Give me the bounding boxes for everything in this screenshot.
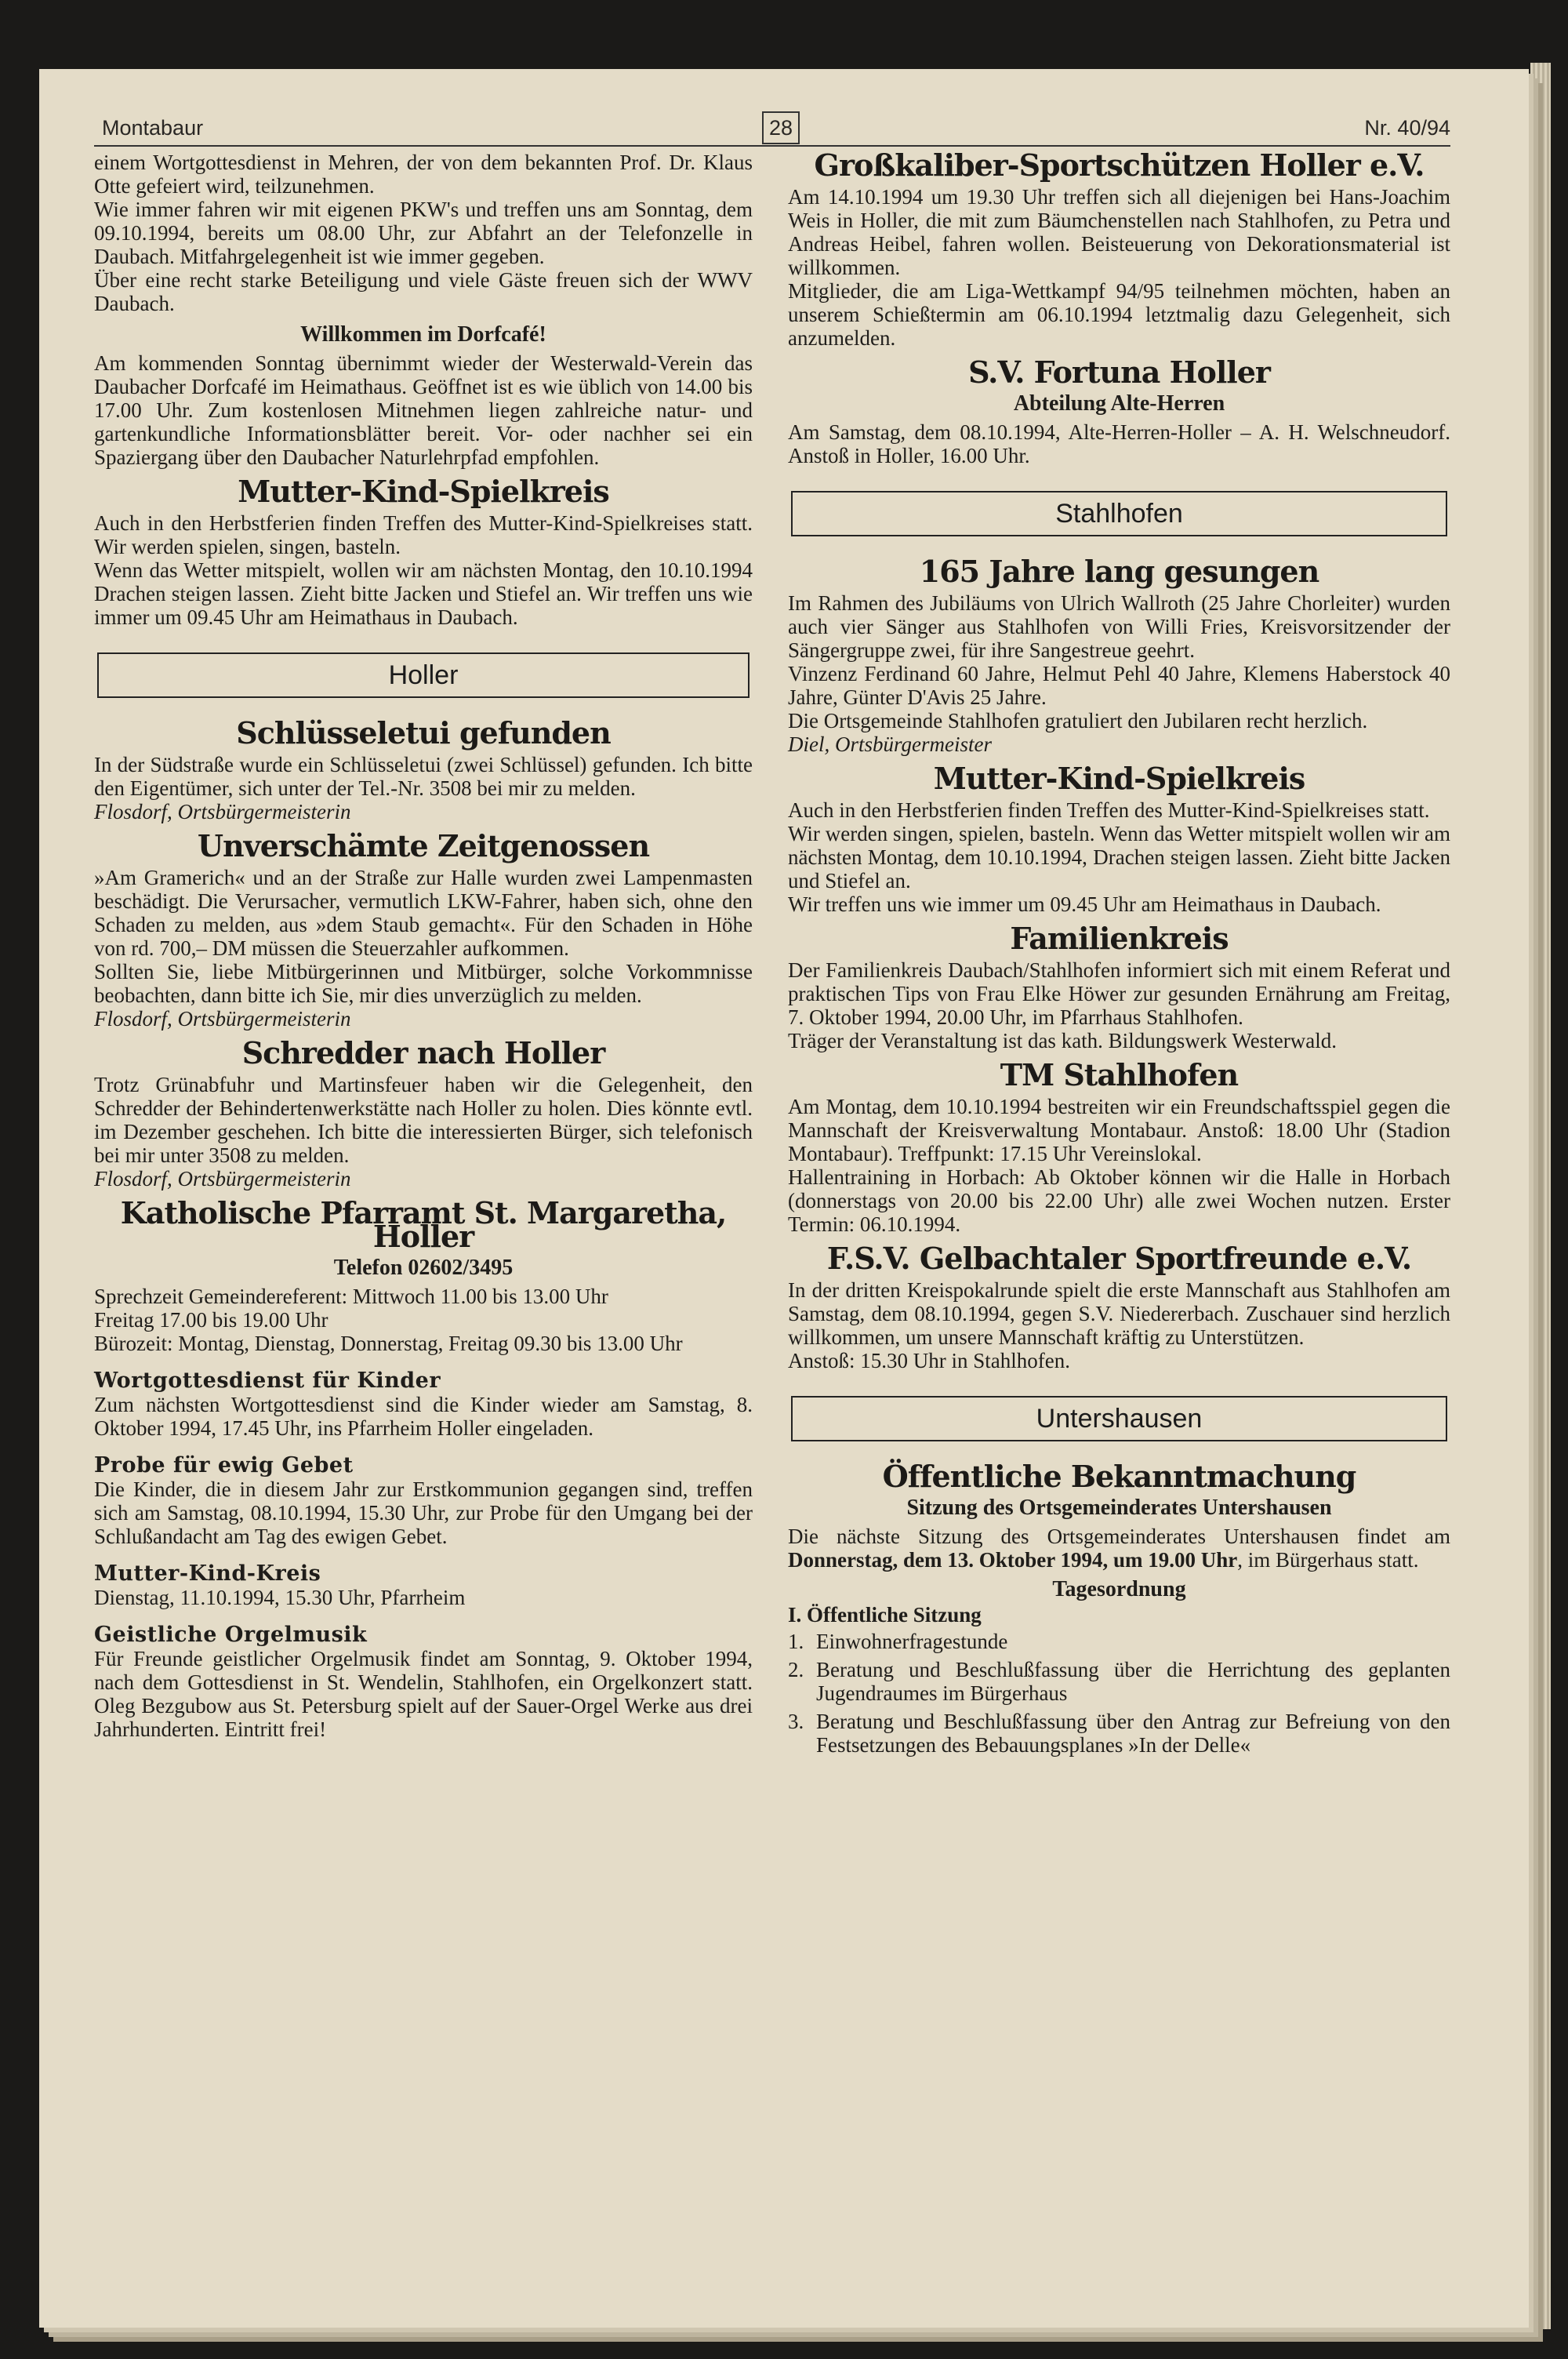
wort-text: Zum nächsten Wortgottesdienst sind die Kinder wieder am Samstag, 8. Oktober 1994, 17.45 Uhr, ins Pfarrheim Holler eingeladen. — [94, 1393, 753, 1440]
bek-text-c: , im Bürgerhaus statt. — [1237, 1548, 1419, 1572]
sitzung-label: I. Öffentliche Sitzung — [788, 1603, 982, 1627]
signature-3: Flosdorf, Ortsbürgermeisterin — [94, 1167, 351, 1190]
orgel-heading: Geistliche Orgelmusik — [94, 1623, 368, 1647]
tagesordnung-heading: Tagesordnung — [1052, 1577, 1186, 1601]
agenda-list — [788, 1630, 1450, 1757]
fortuna-text: Am Samstag, dem 08.10.1994, Alte-Herren-Holler – A. H. Welschneudorf. Anstoß in Holler, 16.00 Uhr. — [788, 420, 1450, 467]
intro-para-3: Über eine recht starke Beteiligung und viele Gäste freuen sich der WWV Daubach. — [94, 268, 753, 315]
fam-text-2: Träger der Veranstaltung ist das kath. Bildungswerk Westerwald. — [788, 1029, 1337, 1052]
page-header — [102, 111, 1450, 149]
probe-heading: Probe für ewig Gebet — [94, 1453, 354, 1478]
mks2-text-2: Wir werden singen, spielen, basteln. Wenn das Wetter mitspielt wollen wir am nächsten Montag, dem 10.10.1994, Drachen steigen lassen. Zieht bitte Jacken und Stiefel an. — [788, 822, 1450, 892]
fam-heading: Familienkreis — [1010, 921, 1229, 956]
section-box-holler: Holler — [97, 652, 750, 698]
schredder-text: Trotz Grünabfuhr und Martinsfeuer haben wir die Gelegenheit, den Schredder der Behindertenwerkstätte nach Holler zu holen. Dies könnte evtl. im Dezember geschehen. Ich bitte die interessierten Bürger, sich telefonisch bei mir unter 3508 zu melden. — [94, 1073, 753, 1167]
header-town: Montabaur — [102, 116, 204, 140]
bek-date: Donnerstag, dem 13. Oktober 1994, um 19.00 Uhr — [788, 1548, 1238, 1572]
wort-heading: Wortgottesdienst für Kinder — [94, 1369, 441, 1393]
kath-text-2: Freitag 17.00 bis 19.00 Uhr — [94, 1308, 328, 1332]
unver-text-1: »Am Gramerich« und an der Straße zur Halle wurden zwei Lampenmasten beschädigt. Die Verursacher, vermutlich LKW-Fahrer, haben sich, ohne den Schaden zu melden, aus »dem Staub gemacht«. Für den Schaden in Höhe von rd. 700,– DM müssen die Steuerzahler aufkommen. — [94, 866, 753, 960]
page-stack-edge — [1530, 63, 1551, 2329]
right-column — [788, 147, 1450, 1761]
bek-subheading: Sitzung des Ortsgemeinderates Untershausen — [906, 1496, 1332, 1520]
mks2-heading: Mutter-Kind-Spielkreis — [933, 761, 1305, 796]
mks-text-2: Wenn das Wetter mitspielt, wollen wir am nächsten Montag, den 10.10.1994 Drachen steigen lassen. Zieht bitte Jacken und Stiefel an. Wir treffen uns wie immer um 09.45 Uhr am Heimathaus in Daubach. — [94, 558, 753, 629]
agenda-item: 2. Beratung und Beschlußfassung über die Herrichtung des geplanten Jugendraumes im Bürgerhaus — [788, 1658, 1450, 1705]
bek-text-a: Die nächste Sitzung des Ortsgemeinderates Untershausen findet am — [788, 1525, 1450, 1548]
gross-text-2: Mitglieder, die am Liga-Wettkampf 94/95 teilnehmen möchten, haben an unserem Schießtermin am 06.10.1994 letztmalig dazu Gelegenheit, sich anzumelden. — [788, 279, 1450, 350]
gross-text-1: Am 14.10.1994 um 19.30 Uhr treffen sich all diejenigen bei Hans-Joachim Weis in Holler, die mit zum Bäumchenstellen nach Stahlhofen, zu Petra und Andreas Heibel, fahren wollen. Beisteuerung von Dekorationsmaterial ist willkommen. — [788, 185, 1450, 279]
header-rule — [94, 145, 1450, 147]
intro-para-1: einem Wortgottesdienst in Mehren, der von dem bekannten Prof. Dr. Klaus Otte gefeiert wird, teilzunehmen. — [94, 151, 753, 198]
kath-text-1: Sprechzeit Gemeindereferent: Mittwoch 11.00 bis 13.00 Uhr — [94, 1285, 608, 1308]
tm-heading: TM Stahlhofen — [1000, 1057, 1239, 1092]
dorfcafe-text: Am kommenden Sonntag übernimmt wieder der Westerwald-Verein das Daubacher Dorfcafé im Heimathaus. Geöffnet ist es wie üblich von 14.00 bis 17.00 Uhr. Zum kostenlosen Mitnehmen liegen zahlreiche natur- und gartenkundliche Informationsblätter bereit. Vor- oder nachher sei ein Spaziergang über den Daubacher Naturlehrpfad empfohlen. — [94, 351, 753, 469]
fsv-heading: F.S.V. Gelbachtaler Sportfreunde e.V. — [826, 1241, 1412, 1276]
section-box-stahlhofen: Stahlhofen — [791, 491, 1447, 536]
signature-diel: Diel, Ortsbürgermeister — [788, 732, 992, 756]
tm-text-1: Am Montag, dem 10.10.1994 bestreiten wir ein Freundschaftsspiel gegen die Mannschaft der Kreisverwaltung Montabaur. Anstoß: 18.00 Uhr (Stadion Montabaur). Treffpunkt: 17.15 Uhr Vereinslokal. — [788, 1095, 1450, 1165]
fortuna-subheading: Abteilung Alte-Herren — [1013, 391, 1225, 416]
signature-1: Flosdorf, Ortsbürgermeisterin — [94, 800, 351, 823]
jahre-heading: 165 Jahre lang gesungen — [919, 554, 1319, 589]
kath-phone: Telefon 02602/3495 — [333, 1256, 514, 1280]
page-number: 28 — [762, 111, 800, 144]
unver-text-2: Sollten Sie, liebe Mitbürgerinnen und Mitbürger, solche Vorkommnisse beobachten, dann bitte ich Sie, mir dies unverzüglich zu melden. — [94, 960, 753, 1007]
agenda-item: 3. Beratung und Beschlußfassung über den Antrag zur Befreiung von den Festsetzungen des Bebauungsplanes »In der Delle« — [788, 1710, 1450, 1757]
signature-2: Flosdorf, Ortsbürgermeisterin — [94, 1007, 351, 1030]
gross-heading: Großkaliber-Sportschützen Holler e.V. — [814, 147, 1425, 183]
intro-para-2: Wie immer fahren wir mit eigenen PKW's und treffen uns am Sonntag, dem 09.10.1994, bereits um 08.00 Uhr, zur Abfahrt an der Telefonzelle in Daubach. Mitfahrgelegenheit ist wie immer gegeben. — [94, 198, 753, 268]
tm-text-2: Hallentraining in Horbach: Ab Oktober können wir die Halle in Horbach (donnerstags von 20.00 bis 22.00 Uhr) alle zwei Wochen nutzen. Erster Termin: 06.10.1994. — [788, 1165, 1450, 1236]
mks-heading: Mutter-Kind-Spielkreis — [238, 474, 609, 509]
schluessel-heading: Schlüsseletui gefunden — [236, 715, 611, 751]
left-column — [94, 151, 753, 1741]
kath-text-3: Bürozeit: Montag, Dienstag, Donnerstag, Freitag 09.30 bis 13.00 Uhr — [94, 1332, 683, 1355]
fsv-text-2: Anstoß: 15.30 Uhr in Stahlhofen. — [788, 1349, 1070, 1372]
kath-heading: Katholische Pfarramt St. Margaretha, Holler — [120, 1195, 727, 1254]
schluessel-text: In der Südstraße wurde ein Schlüsseletui (zwei Schlüssel) gefunden. Ich bitte den Eigentümer, sich unter der Tel.-Nr. 3508 bei mir zu melden. — [94, 753, 753, 800]
probe-text: Die Kinder, die in diesem Jahr zur Erstkommunion gegangen sind, treffen sich am Samstag, 08.10.1994, 15.30 Uhr, zur Probe für den Umgang bei der Schlußandacht am Tag des ewigen Gebet. — [94, 1478, 753, 1548]
fortuna-heading: S.V. Fortuna Holler — [968, 354, 1270, 390]
orgel-text: Für Freunde geistlicher Orgelmusik findet am Sonntag, 9. Oktober 1994, nach dem Gottesdienst in St. Wendelin, Stahlhofen, ein Orgelkonzert statt. Oleg Bezgubow aus St. Petersburg spielt auf der Sauer-Orgel Werke aus drei Jahrhunderten. Eintritt frei! — [94, 1647, 753, 1741]
unver-heading: Unverschämte Zeitgenossen — [197, 828, 650, 863]
jahre-text-1: Im Rahmen des Jubiläums von Ulrich Wallroth (25 Jahre Chorleiter) wurden auch vier Sänger aus Stahlhofen von Willi Fries, Kreisvorsitzender der Sängergruppe zwei, für ihre Sangestreue geehrt. — [788, 591, 1450, 662]
mks2-text-3: Wir treffen uns wie immer um 09.45 Uhr am Heimathaus in Daubach. — [788, 892, 1381, 916]
fam-text-1: Der Familienkreis Daubach/Stahlhofen informiert sich mit einem Referat und praktischen Tips von Frau Elke Höwer zur gesunden Ernährung am Freitag, 7. Oktober 1994, 20.00 Uhr, im Pfarrhaus Stahlhofen. — [788, 958, 1450, 1029]
fsv-text-1: In der dritten Kreispokalrunde spielt die erste Mannschaft aus Stahlhofen am Samstag, dem 08.10.1994, gegen S.V. Niedererbach. Zuschauer sind herzlich willkommen, um unsere Mannschaft kräftig zu Unterstützen. — [788, 1278, 1450, 1349]
schredder-heading: Schredder nach Holler — [241, 1035, 605, 1070]
mkk-heading: Mutter-Kind-Kreis — [94, 1561, 321, 1586]
mks-text-1: Auch in den Herbstferien finden Treffen des Mutter-Kind-Spielkreises statt. Wir werden spielen, singen, basteln. — [94, 511, 753, 558]
dorfcafe-heading: Willkommen im Dorfcafé! — [300, 322, 546, 347]
bek-text — [788, 1525, 1450, 1572]
mkk-text: Dienstag, 11.10.1994, 15.30 Uhr, Pfarrheim — [94, 1586, 466, 1609]
bek-heading: Öffentliche Bekanntmachung — [882, 1459, 1356, 1494]
issue-number: Nr. 40/94 — [1364, 116, 1450, 140]
section-box-untershausen: Untershausen — [791, 1396, 1447, 1441]
jahre-text-2: Vinzenz Ferdinand 60 Jahre, Helmut Pehl 40 Jahre, Klemens Haberstock 40 Jahre, Günter D'Avis 25 Jahre. — [788, 662, 1450, 709]
agenda-item: 1. Einwohnerfragestunde — [788, 1630, 1008, 1653]
jahre-text-3: Die Ortsgemeinde Stahlhofen gratuliert den Jubilaren recht herzlich. — [788, 709, 1368, 732]
mks2-text-1: Auch in den Herbstferien finden Treffen des Mutter-Kind-Spielkreises statt. — [788, 798, 1430, 822]
